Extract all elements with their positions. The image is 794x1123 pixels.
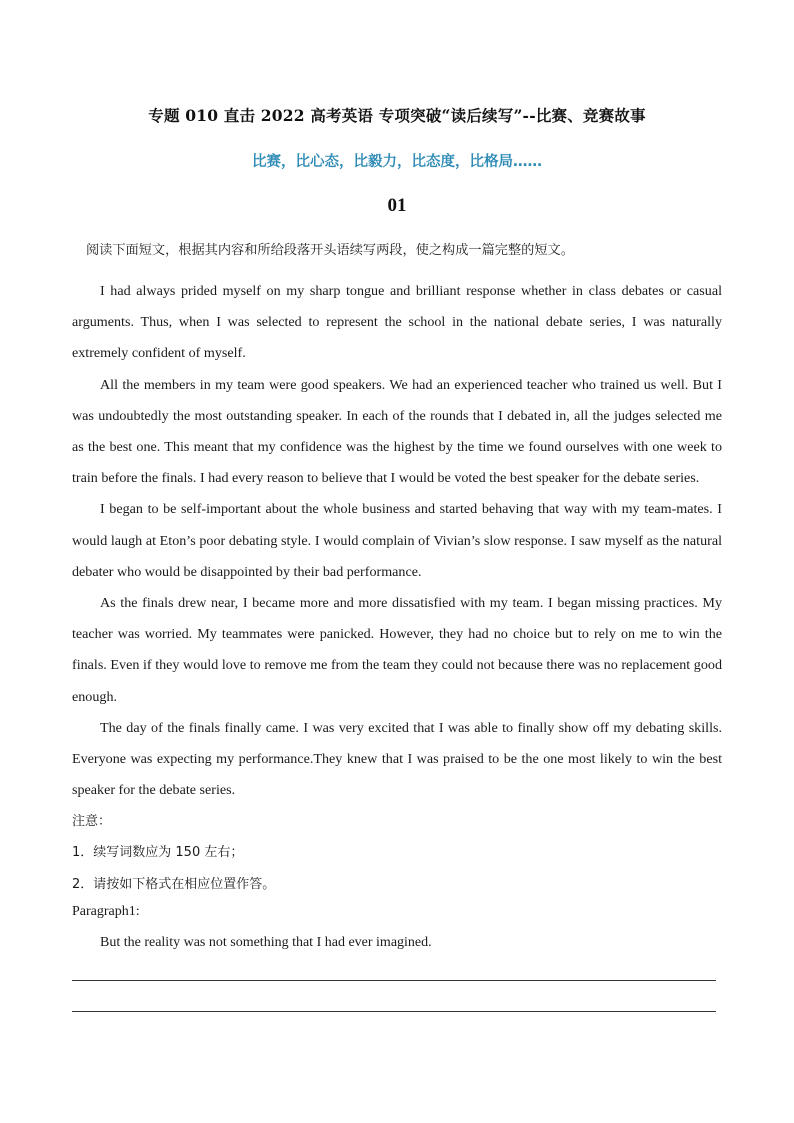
note-item-format: 2．请按如下格式在相应位置作答。 (72, 877, 276, 892)
answer-line[interactable] (72, 980, 716, 981)
story-paragraph: The day of the finals finally came. I was very excited that I was able to finally show off my debating skills. Everyone was expecting my performance.They knew that I was praised to be the one most likely to win the best speaker for the debate series. (72, 719, 722, 799)
story-paragraph: As the finals drew near, I became more and more dissatisfied with my team. I began missing practices. My teacher was worried. My teammates were panicked. However, they had no choice but to rely on me to win the finals. Even if they would love to remove me from the team they could not because there was no replacement good enough. (72, 595, 722, 705)
story-paragraph: I began to be self-important about the whole business and started behaving that way with my team-mates. I would laugh at Eton’s poor debating style. I would complain of Vivian’s slow response. I saw myself as the natural debater who would be disappointed by their bad performance. (72, 501, 722, 580)
paragraph-label: Paragraph1: (72, 904, 140, 919)
section-number: 01 (387, 195, 407, 216)
story-paragraph: All the members in my team were good speakers. We had an experienced teacher who trained us well. But I was undoubtedly the most outstanding speaker. In each of the rounds that I debated in, all the judges selected me as the best one. This meant that my confidence was the highest by the time we found ourselves with one week to train before the finals. I had every reason to believe that I would be voted the best speaker for the debate series. (72, 376, 722, 487)
story-paragraph: I had always prided myself on my sharp tongue and brilliant response whether in class debates or casual arguments. Thus, when I was selected to represent the school in the national debate series, I was naturally extremely confident of myself. (72, 283, 722, 362)
story-passage (72, 276, 722, 806)
notes-heading: 注意： (72, 814, 112, 829)
note-item-word-count: 1．续写词数应为 150 左右； (72, 845, 244, 860)
paragraph-starter: But the reality was not something that I had ever imagined. (100, 935, 432, 950)
answer-line[interactable] (72, 1011, 716, 1012)
task-instruction: 阅读下面短文，根据其内容和所给段落开头语续写两段，使之构成一篇完整的短文。 (86, 243, 574, 258)
document-title: 专题 010 直击 2022 高考英语 专项突破“读后续写”--比赛、竞赛故事 (148, 106, 646, 125)
document-subtitle: 比赛，比心态，比毅力，比态度，比格局…… (252, 154, 542, 170)
